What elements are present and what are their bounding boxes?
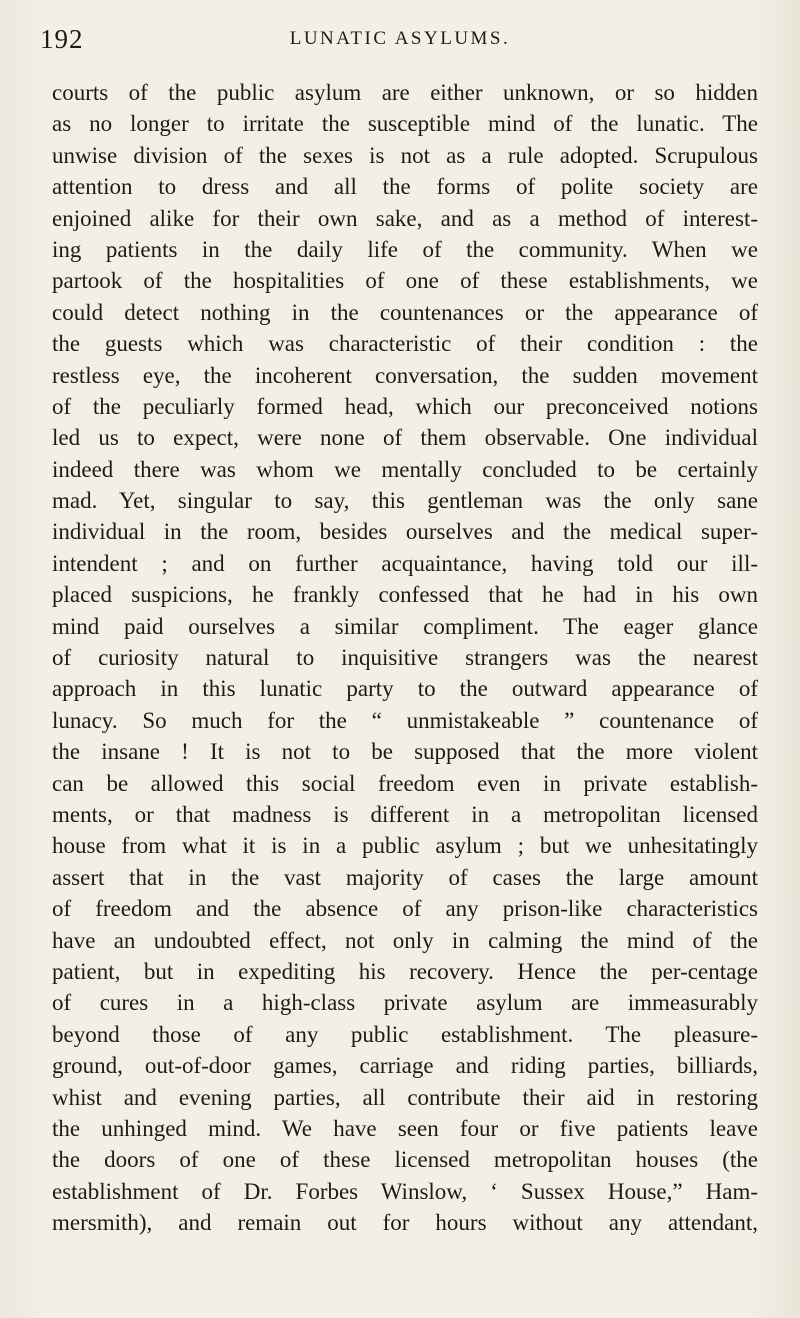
text-line: as no longer to irritate the susceptible mind of the lunatic. The — [52, 111, 758, 137]
text-line: ing patients in the daily life of the community. When we — [52, 236, 758, 262]
text-line: establishment of Dr. Forbes Winslow, ‘ Sussex House,” Ham- — [52, 1178, 758, 1204]
text-line: have an undoubted effect, not only in calming the mind of the — [52, 927, 758, 953]
text-line: ground, out-of-door games, carriage and riding parties, billiards, — [52, 1053, 758, 1079]
text-line: of curiosity natural to inquisitive strangers was the nearest — [52, 645, 758, 671]
text-line: mersmith), and remain out for hours without any attendant, — [52, 1210, 758, 1236]
page-number: 192 — [40, 24, 84, 54]
text-line: could detect nothing in the countenances or the appearance of — [52, 299, 758, 325]
text-line: of cures in a high-class private asylum are immeasurably — [52, 990, 758, 1016]
text-line: of freedom and the absence of any prison-like characteristics — [52, 896, 758, 922]
text-line: can be allowed this social freedom even in private establish- — [52, 770, 758, 796]
text-line: enjoined alike for their own sake, and as a method of interest- — [52, 205, 758, 231]
text-line: led us to expect, were none of them observable. One individual — [52, 425, 758, 451]
text-line: whist and evening parties, all contribute their aid in restoring — [52, 1084, 758, 1110]
text-line: partook of the hospitalities of one of these establishments, we — [52, 268, 758, 294]
text-line: patient, but in expediting his recovery. Hence the per-centage — [52, 958, 758, 984]
text-line: the unhinged mind. We have seen four or five patients leave — [52, 1115, 758, 1141]
text-line: restless eye, the incoherent conversation, the sudden movement — [52, 362, 758, 388]
text-line: assert that in the vast majority of cases the large amount — [52, 864, 758, 890]
text-line: ments, or that madness is different in a metropolitan licensed — [52, 801, 758, 827]
text-line: approach in this lunatic party to the outward appearance of — [52, 676, 758, 702]
text-line: house from what it is in a public asylum ; but we unhesitatingly — [52, 833, 758, 859]
text-line: mind paid ourselves a similar compliment. The eager glance — [52, 613, 758, 639]
text-line: unwise division of the sexes is not as a rule adopted. Scrupulous — [52, 142, 758, 168]
text-line: placed suspicions, he frankly confessed that he had in his own — [52, 582, 758, 608]
text-line: lunacy. So much for the “ unmistakeable ” countenance of — [52, 707, 758, 733]
body-text — [52, 77, 758, 1238]
page-header — [40, 24, 760, 58]
text-line: beyond those of any public establishment. The pleasure- — [52, 1021, 758, 1047]
text-line: mad. Yet, singular to say, this gentleman was the only sane — [52, 488, 758, 514]
text-line: the insane ! It is not to be supposed that the more violent — [52, 739, 758, 765]
text-line: indeed there was whom we mentally concluded to be certainly — [52, 456, 758, 482]
text-line: the doors of one of these licensed metropolitan houses (the — [52, 1147, 758, 1173]
text-line: of the peculiarly formed head, which our preconceived notions — [52, 393, 758, 419]
text-line: attention to dress and all the forms of polite society are — [52, 174, 758, 200]
text-line: the guests which was characteristic of their condition : the — [52, 331, 758, 357]
running-head: LUNATIC ASYLUMS. — [289, 28, 511, 49]
text-line: individual in the room, besides ourselves and the medical super- — [52, 519, 758, 545]
text-line: intendent ; and on further acquaintance, having told our ill- — [52, 550, 758, 576]
text-line: courts of the public asylum are either unknown, or so hidden — [52, 80, 758, 105]
